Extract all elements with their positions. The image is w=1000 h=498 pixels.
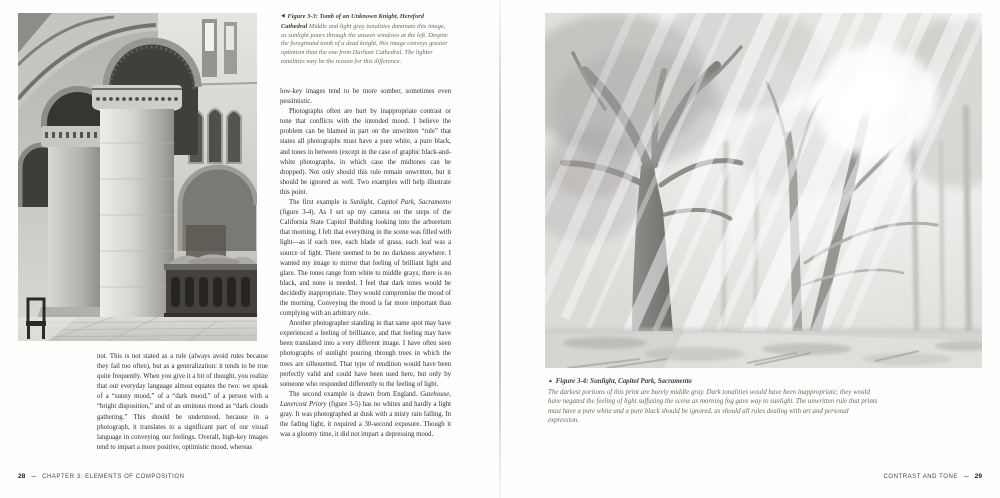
body-paragraph: The second example is drawn from England. Gatehouse, Lanercost Priory (figure 3-5) has no whites and hardly a light gray. It was photographed at dusk with a misty rain falling. In the fading light, it required a 30-second exposure. Though it was a gloomy time, it did not impart a depressing mood.	[280, 390, 451, 439]
page-number-left: 28	[18, 473, 26, 480]
footer-chapter-label: CHAPTER 3: ELEMENTS OF COMPOSITION	[42, 474, 185, 480]
footer-section-label: CONTRAST AND TONE	[883, 474, 958, 480]
body-text-column-bottom-left: not. This is not stated as a rule (always avoid rules because they fail too often), but as a generalization: it tends to be true quite frequently. When you give it a bit of thought, you realize that our everyday language almost equates the two: we speak of a “sunny mood,” of a “dark mood,” of a person with a “bright disposition,” and of an ominous mood as “dark clouds gathering.” This should be understood, because in a photograph, it translates to a significant part of our visual language in conveying our feelings. Overall, high-key images tend to impart a more positive, optimistic mood, whereas	[97, 353, 268, 451]
figure-caption-3-4	[548, 377, 880, 426]
body-paragraph: Photographs often are hurt by inappropriate contrast or tone that conflicts with the intended mood. I believe the problem can be blamed in part on the unwritten “rule” that states all photographs must have a pure white, a pure black, and tones in between (except in the case of graphic black-and-white photographs, in which case the midtones can be dropped). Not only should this rule remain unwritten, but it should be ignored as well. Two examples will help illustrate this point.	[280, 108, 451, 196]
left-arrow-icon: ◀	[281, 14, 286, 19]
page-number-right: 29	[974, 473, 982, 480]
figure-caption-title: Figure 3-4: Sunlight, Capitol Park, Sacramento	[555, 378, 692, 385]
tilde-ornament-icon: ∼	[963, 471, 970, 481]
footer-right	[884, 471, 982, 480]
body-paragraph: The first example is Sunlight, Capitol Park, Sacramento (figure 3-4). As I set up my camera on the steps of the California State Capitol Building looking into the arboretum that morning, I felt that everything in the scene was filled with light—as if each tree, each blade of grass, each leaf was a source of light. There seemed to be no darkness anywhere. I wanted my image to mirror that feeling of brilliant light and glare. The tones range from white to middle grays; there is no black, and none is needed. I feel that dark tones would be decidedly inappropriate. They would compromise the mood of the morning. Conveying the mood is far more important than complying with an arbitrary rule.	[280, 199, 451, 318]
body-paragraph: Another photographer standing in that same spot may have experienced a feeling of brilliance, and that feeling may have been translated into a very different image. I have often seen photographs of sunlight pouring through trees in which the trees are silhouetted. That type of rendition would have been perfectly valid and could have been used here, but only by someone who responded differently to the feeling of light.	[280, 320, 451, 388]
footer-left	[18, 471, 184, 480]
body-text-column	[280, 87, 451, 440]
up-arrow-icon: ▲	[548, 379, 554, 384]
tilde-ornament-icon: ∼	[30, 471, 37, 481]
body-paragraph: low-key images tend to be more somber, sometimes even pessimistic.	[280, 88, 451, 106]
sunlight-trees-photo	[545, 13, 982, 368]
figure-caption-body: Middle and light gray tonalities dominate this image, as sunlight pours through the unseen windows at the left. Despite the foreground tomb of a dead knight, this image conveys greater optimism than the one from Durham Cathedral. The lighter tonalities may be the reason for this difference.	[281, 22, 448, 65]
figure-caption-title: Figure 3-3: Tomb of an Unknown Knight, Hereford Cathedral	[281, 13, 424, 30]
figure-caption-3-3	[281, 13, 451, 67]
page-gutter-divider	[499, 0, 501, 498]
cathedral-photo	[18, 13, 257, 341]
figure-caption-body: The darkest portions of this print are barely middle gray. Dark tonalities would have been inappropriate; they would have negated the feeling of light suffusing the scene as morning fog gave way to sunlight. The unwritten rule that prints must have a pure white and a pure black should be ignored, as should all rules dealing with art and personal expression.	[548, 388, 878, 424]
